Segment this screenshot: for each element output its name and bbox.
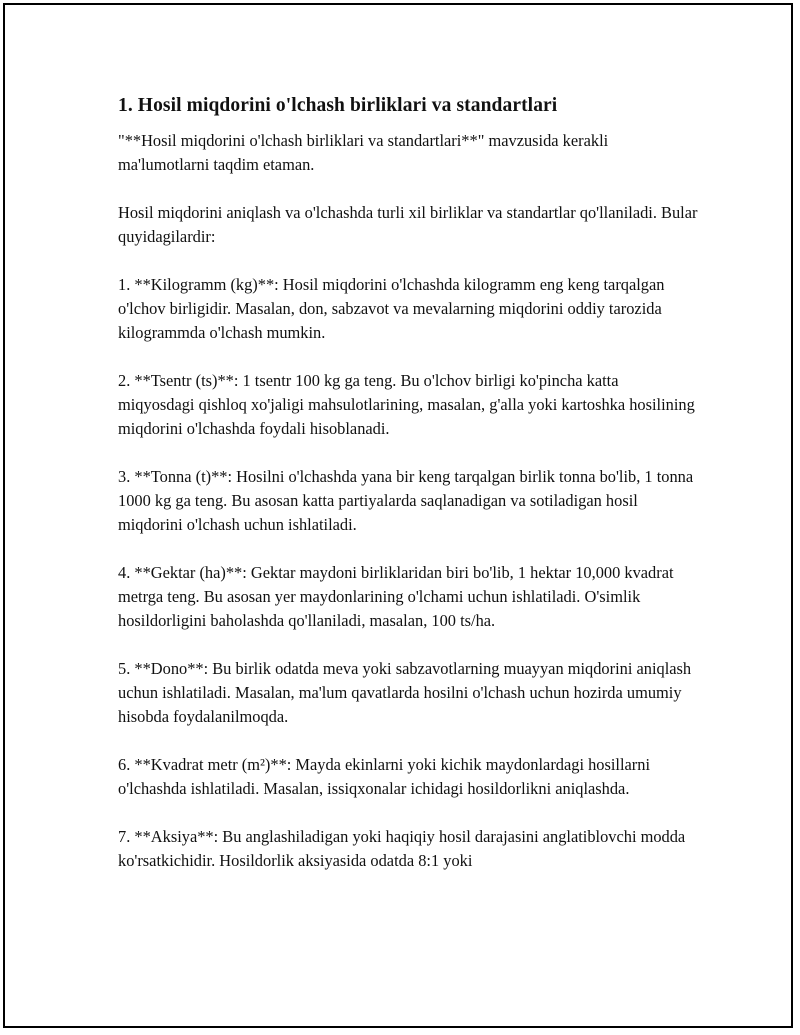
list-item-aksiya: 7. **Aksiya**: Bu anglashiladigan yoki haqiqiy hosil darajasini anglatiblovchi modda ko'rsatkichidir. Hosildorlik aksiyasida odatda 8:1 yoki — [118, 827, 686, 870]
list-item-kvadrat-metr: 6. **Kvadrat metr (m²)**: Mayda ekinlarni yoki kichik maydonlardagi hosillarni o'lchashda ishlatiladi. Masalan, issiqxonalar ichidagi hosildorlikni aniqlashda. — [118, 755, 651, 798]
document-body — [118, 93, 698, 897]
list-item-tsentr: 2. **Tsentr (ts)**: 1 tsentr 100 kg ga teng. Bu o'lchov birligi ko'pincha katta miqyosdagi qishloq xo'jaligi mahsulotlarining, masalan, g'alla yoki kartoshka hosilining miqdorini o'lchashda foydali hisoblanadi. — [118, 371, 695, 438]
list-item-kilogramm: 1. **Kilogramm (kg)**: Hosil miqdorini o'lchashda kilogramm eng keng tarqalgan o'lchov birligidir. Masalan, don, sabzavot va mevalarning miqdorini oddiy tarozida kilogrammda o'lchash mumkin. — [118, 275, 665, 342]
list-item-dono: 5. **Dono**: Bu birlik odatda meva yoki sabzavotlarning muayyan miqdorini aniqlash uchun ishlatiladi. Masalan, ma'lum qavatlarda hosilni o'lchash uchun hozirda umumiy hisobda foydalanilmoqda. — [118, 659, 692, 726]
document-title: 1. Hosil miqdorini o'lchash birliklari va standartlari — [118, 95, 558, 116]
list-item-gektar: 4. **Gektar (ha)**: Gektar maydoni birliklaridan biri bo'lib, 1 hektar 10,000 kvadrat metrga teng. Bu asosan yer maydonlarining o'lchami uchun ishlatiladi. O'simlik hosildorligini baholashda qo'llaniladi, masalan, 100 ts/ha. — [118, 563, 674, 630]
overview-paragraph: Hosil miqdorini aniqlash va o'lchashda turli xil birliklar va standartlar qo'llaniladi. Bular quyidagilardir: — [118, 203, 698, 246]
list-item-tonna: 3. **Tonna (t)**: Hosilni o'lchashda yana bir keng tarqalgan birlik tonna bo'lib, 1 tonna 1000 kg ga teng. Bu asosan katta partiyalarda saqlanadigan va sotiladigan hosil miqdorini o'lchash uchun ishlatiladi. — [118, 467, 694, 534]
intro-paragraph: "**Hosil miqdorini o'lchash birliklari va standartlari**" mavzusida kerakli ma'lumotlarni taqdim etaman. — [118, 131, 609, 174]
